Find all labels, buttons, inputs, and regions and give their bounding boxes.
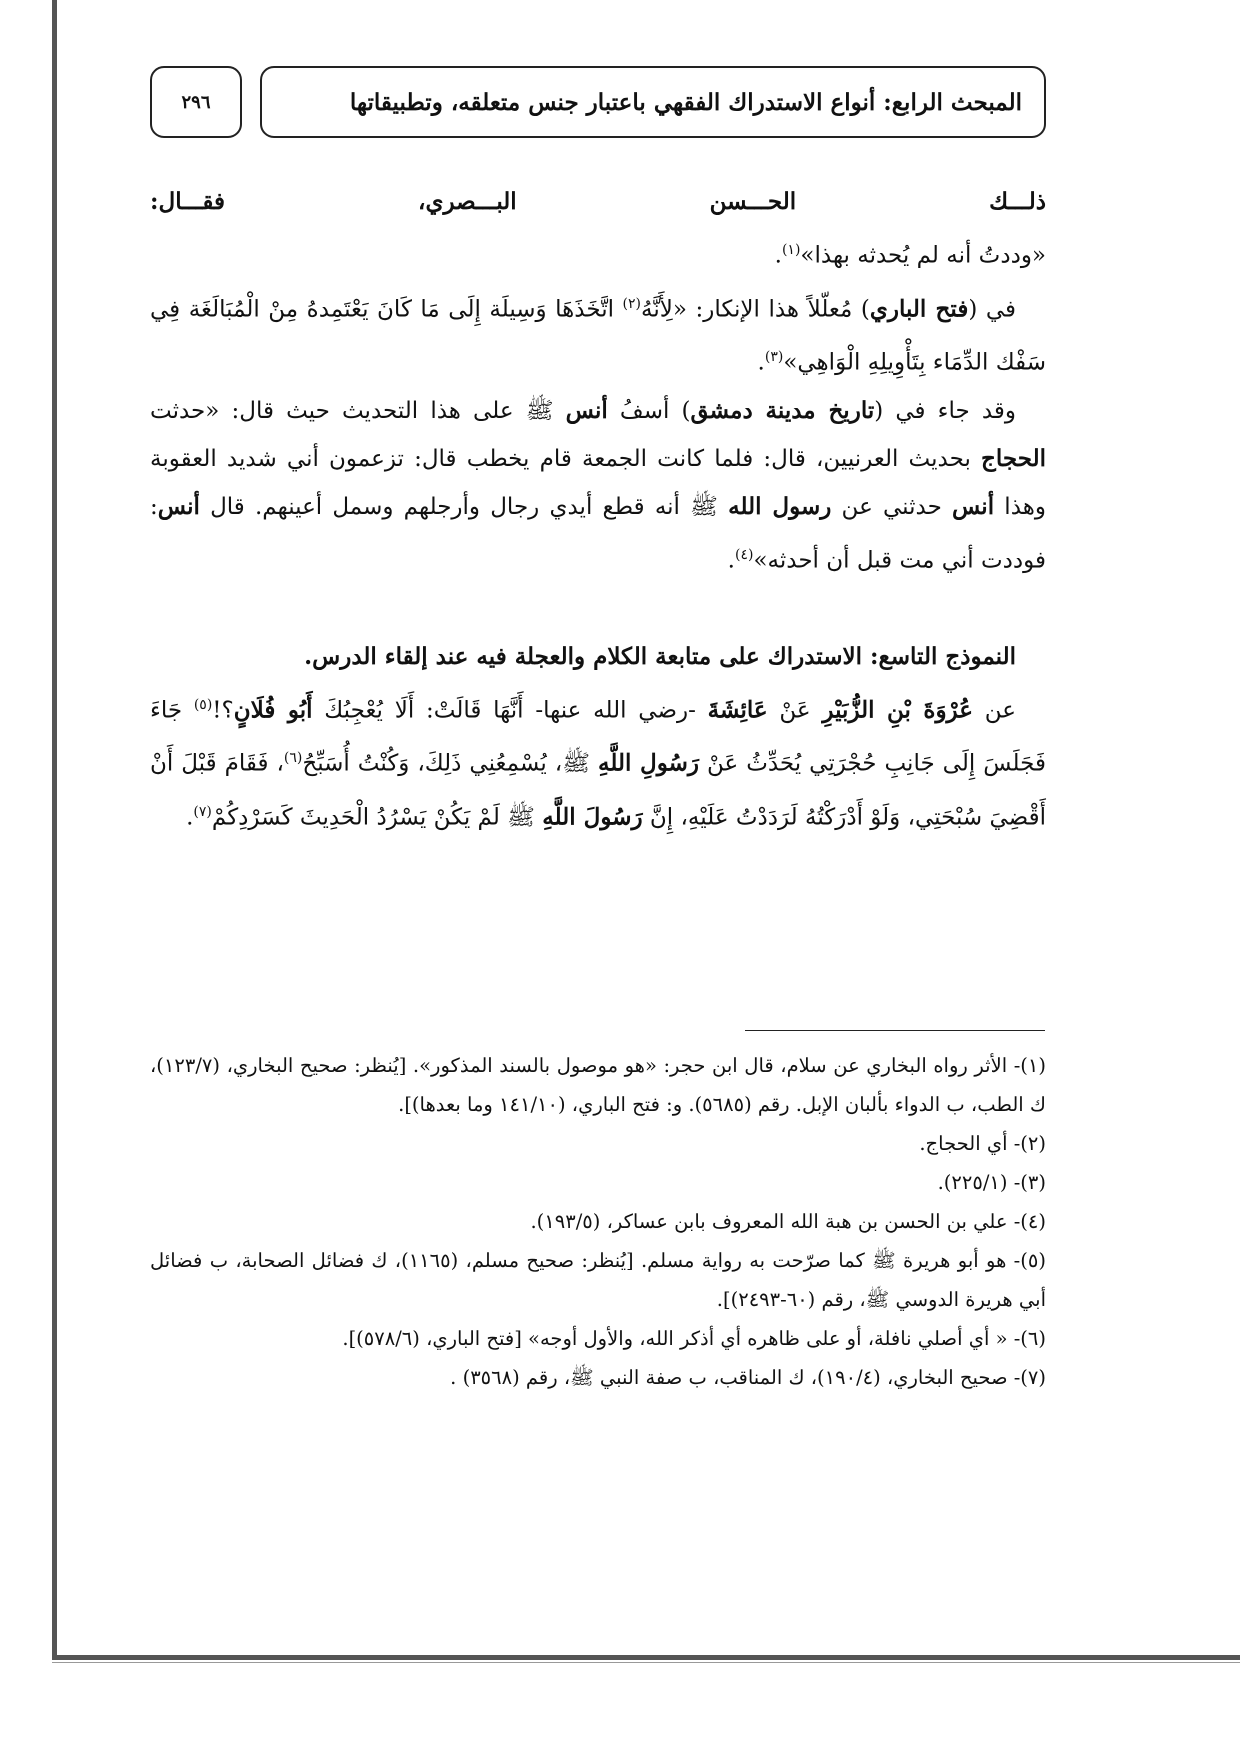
book-title: فتح الباري (869, 295, 969, 323)
footnote: (٢)- أي الحجاج. (919, 1132, 1046, 1155)
page-frame-bottom (52, 1655, 1240, 1660)
footnote: (٥)- هو أبو هريرة ﷺ كما صرّحت به رواية مسلم. [يُنظر: صحيح مسلم، (١١٦٥)، ك فضائل الصحابة، ب فضائل أبي هريرة الدوسي ﷺ، رقم (٦٠-٢٤٩٣)]. (150, 1249, 1046, 1311)
footnote-ref: (٣) (764, 349, 784, 366)
footnote-ref: (٢) (622, 295, 642, 312)
footnote-ref: (٦) (283, 750, 303, 767)
footnote-ref: (١) (781, 242, 801, 258)
page-frame-left (52, 0, 57, 1660)
footnote: (٤)- علي بن الحسن بن هبة الله المعروف بابن عساكر، (١٩٣/٥). (530, 1210, 1046, 1233)
footnote-separator (745, 1030, 1045, 1031)
blank-line (150, 585, 1046, 633)
paragraph-tarikh-dimashq: وقد جاء في (تاريخ مدينة دمشق) أسفُ أنس ﷺ على هذا التحديث حيث قال: «حدثت الحجاج بحديث العرنيين، قال: فلما كانت الجمعة قام يخطب قال: تزعمون أني شديد العقوبة وهذا أنس حدثني عن رسول الله ﷺ أنه قطع أيدي رجال وأرجلهم وسمل أعينهم. قال أنس: فوددت أني مت قبل أن أحدثه»$^{(٤)}$. (150, 396, 1047, 574)
page-number-box (150, 66, 242, 138)
spread-word: الحـــسن (709, 188, 797, 215)
spread-line (150, 178, 1046, 226)
spread-word: فقـــال: (150, 188, 226, 215)
footnote-ref: (٤) (734, 546, 754, 563)
paragraph-fath-albari: في (فتح الباري) مُعلّلاً هذا الإنكار: «لِأَنَّهُ$^{(٢)}$ اتَّخَذَهَا وَسِيلَة إِلَى مَا كَانَ يَعْتَمِدهُ مِنْ الْمُبَالَغَة فِي سَفْك الدِّمَاء بِتَأْوِيلِهِ الْوَاهِي»$^{(٣)}$. (150, 295, 1046, 376)
main-text (150, 178, 1046, 842)
footnote-ref: (٥) (193, 696, 213, 713)
quote-line: «وددتُ أنه لم يُحدثه بهذا»$^{(١)}$. (774, 242, 1046, 269)
paragraph-hadith: عن عُرْوَةَ بْنِ الزُّبَيْرِ عَنْ عَائِشَةَ -رضي الله عنها- أَنَّهَا قَالَتْ: أَلَا يُعْجِبُكَ أَبُو فُلَانٍ؟!$^{(٥)}$ جَاءَ فَجَلَسَ إِلَى جَانِبِ حُجْرَتِي يُحَدِّثُ عَنْ رَسُولِ اللَّهِ ﷺ، يُسْمِعُنِي ذَلِكَ، وَكُنْتُ أُسَبِّحُ$^{(٦)}$، فَقَامَ قَبْلَ أَنْ أَقْضِيَ سُبْحَتِي، وَلَوْ أَدْرَكْتُهُ لَرَدَدْتُ عَلَيْهِ، إِنَّ رَسُولَ اللَّهِ ﷺ لَمْ يَكُنْ يَسْرُدُ الْحَدِيثَ كَسَرْدِكُمْ$^{(٧)}$. (150, 696, 1046, 831)
footnote: (١)- الأثر رواه البخاري عن سلام، قال ابن حجر: «هو موصول بالسند المذكور». [يُنظر: صحيح البخاري، (١٢٣/٧)، ك الطب، ب الدواء بألبان الإبل. رقم (٥٦٨٥). و: فتح الباري، (١٤١/١٠ وما بعدها)]. (150, 1054, 1046, 1116)
running-header (260, 66, 1046, 138)
header-title: المبحث الرابع: أنواع الاستدراك الفقهي باعتبار جنس متعلقه، وتطبيقاتها (349, 88, 1022, 116)
footnotes (150, 1046, 1046, 1397)
footnote-ref: (٧) (193, 803, 212, 820)
footnote: (٧)- صحيح البخاري، (١٩٠/٤)، ك المناقب، ب صفة النبي ﷺ، رقم (٣٥٦٨) . (450, 1366, 1046, 1389)
footnote: (٣)- (٢٢٥/١). (937, 1171, 1046, 1194)
page-frame-bottom-thin (52, 1662, 1240, 1663)
footnote: (٦)- « أي أصلي نافلة، أو على ظاهره أي أذكر الله، والأول أوجه» [فتح الباري، (٥٧٨/٦)]. (342, 1327, 1046, 1350)
section-heading: النموذج التاسع: الاستدراك على متابعة الكلام والعجلة فيه عند إلقاء الدرس. (304, 642, 1016, 670)
spread-word: البـــصري، (418, 188, 517, 215)
page-number: ٢٩٦ (181, 91, 211, 113)
spread-word: ذلـــك (989, 188, 1046, 215)
